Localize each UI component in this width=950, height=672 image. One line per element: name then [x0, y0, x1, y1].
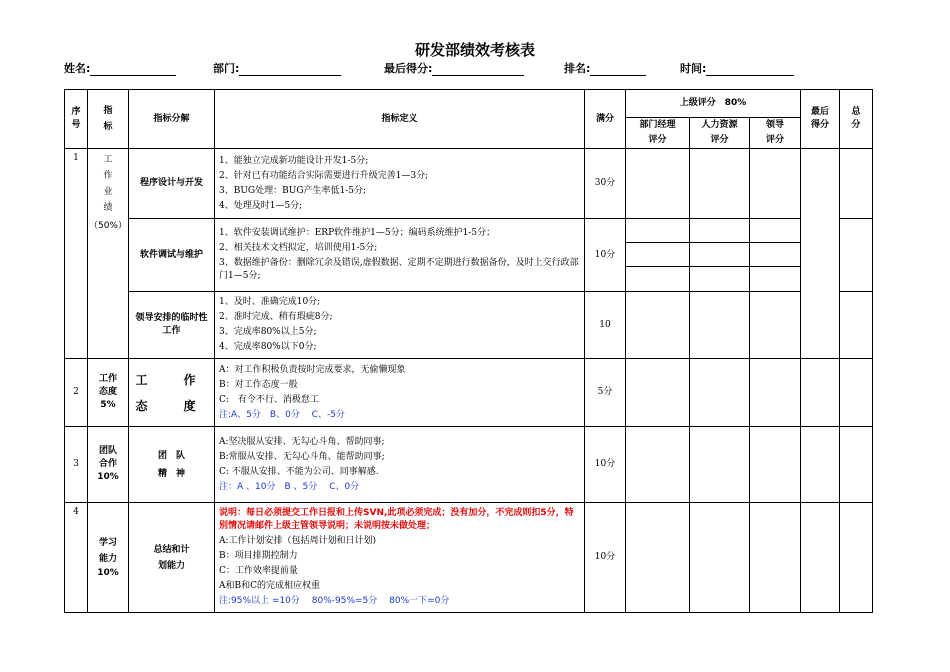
dept-manager-score-cell[interactable]: [626, 503, 690, 613]
indicator-work-performance: 工作业绩 （50%）: [88, 149, 129, 359]
total-score-cell[interactable]: [840, 359, 873, 427]
leader-score-cell[interactable]: [750, 149, 801, 219]
leader-score-cell[interactable]: [750, 503, 801, 613]
table-row: [65, 219, 873, 292]
col-dept-manager: 部门经理评分: [626, 118, 690, 149]
hr-score-cell[interactable]: [690, 359, 750, 427]
final-score-cell[interactable]: [801, 427, 840, 503]
indicator-teamwork: 团队合作 10%: [88, 427, 129, 503]
table-row: [65, 503, 873, 613]
col-seq: 序号: [65, 90, 88, 149]
score-debug-maintenance: 10分: [585, 219, 626, 292]
table-header-row: [65, 90, 873, 118]
indicator-work-attitude: 工作态度 5%: [88, 359, 129, 427]
svn-requirement-note: 说明：每日必须提交工作日报和上传SVN,此项必须完成；没有加分，不完成则扣5分，特别情况请邮件上级主管领导说明；未说明按未做处理；: [219, 508, 574, 531]
breakdown-debug-maintenance: 软件调试与维护: [129, 219, 215, 292]
table-row: [65, 427, 873, 503]
rank-field[interactable]: [564, 60, 646, 76]
col-indicator: 指标: [88, 90, 129, 149]
rank-label: 排名:: [564, 62, 591, 75]
page-title: 研发部绩效考核表: [414, 41, 535, 59]
score-teamwork: 10分: [585, 427, 626, 503]
score-programming: 30分: [585, 149, 626, 219]
leader-score-cell[interactable]: [750, 292, 801, 359]
definition-programming: 1、能独立完成新功能设计开发1-5分; 2、针对已有功能结合实际需要进行升级完善1—3分; 3、BUG处理：BUG产生率低1-5分; 4、处理及时1—5分;: [215, 149, 585, 219]
dept-manager-score-cell[interactable]: [626, 427, 690, 503]
breakdown-planning: 总结和计 划能力: [129, 503, 215, 613]
final-score-cell[interactable]: [801, 149, 840, 359]
breakdown-teamwork: 团 队 精 神: [129, 427, 215, 503]
dept-manager-score-cell[interactable]: [626, 219, 690, 292]
breakdown-programming: 程序设计与开发: [129, 149, 215, 219]
indicator-learning-ability: 学习能力 10%: [88, 503, 129, 613]
table-row: [65, 149, 873, 219]
seq-1: 1: [65, 149, 88, 359]
col-full-score: 满分: [585, 90, 626, 149]
table-row: [65, 292, 873, 359]
time-field[interactable]: [680, 60, 794, 76]
leader-score-cell[interactable]: [750, 219, 801, 292]
col-total: 总分: [840, 90, 873, 149]
leader-score-cell[interactable]: [750, 427, 801, 503]
name-label: 姓名:: [64, 62, 91, 75]
final-score-cell[interactable]: [801, 359, 840, 427]
header-fields: [0, 60, 950, 76]
definition-work-attitude: A：对工作积极负责按时完成要求，无偷懒现象 B：对工作态度一般 C: 有令不行、消极怠工 注:A、5分 B、0分 C、-5分: [215, 359, 585, 427]
table-row: [65, 359, 873, 427]
total-score-cell[interactable]: [840, 292, 873, 359]
score-work-attitude: 5分: [585, 359, 626, 427]
hr-score-cell[interactable]: [690, 149, 750, 219]
dept-manager-score-cell[interactable]: [626, 359, 690, 427]
dept-field[interactable]: [213, 60, 341, 76]
score-temporary-work: 10: [585, 292, 626, 359]
col-definition: 指标定义: [215, 90, 585, 149]
hr-score-cell[interactable]: [690, 427, 750, 503]
definition-planning: 说明：每日必须提交工作日报和上传SVN,此项必须完成；没有加分，不完成则扣5分，特别情况请邮件上级主管领导说明；未说明按未做处理； A:工作计划安排（包括周计划和日计划) B：项目排期控制力 C：工作效率提前量 A和B和C的完成相应权重 注:95%以上 =10分 80%-95%=5分 80%一下=0分: [215, 503, 585, 613]
total-score-cell[interactable]: [840, 427, 873, 503]
definition-teamwork: A:坚决服从安排、无勾心斗角、帮助同事; B:常服从安排、无勾心斗角、能帮助同事; C: 不服从安排、不能为公司、同事解感. 注：A 、10分 B 、5分 C、0分: [215, 427, 585, 503]
definition-temporary-work: 1、及时、准确完成10分; 2、准时完成、稍有瑕疵8分; 3、完成率80%以上5分; 4、完成率80%以下0分;: [215, 292, 585, 359]
seq-2: 2: [65, 359, 88, 427]
final-score-label: 最后得分:: [384, 62, 433, 75]
seq-4: 4: [65, 503, 88, 613]
hr-score-cell[interactable]: [690, 292, 750, 359]
breakdown-work-attitude: 工 作 态 度: [129, 359, 215, 427]
evaluation-table: [64, 89, 873, 613]
definition-debug-maintenance: 1、软件安装调试维护：ERP软件维护1—5分；编码系统维护1-5分； 2、相关技术文档拟定，培训使用1-5分; 3、数据维护备份：删除冗余及错误,虚假数据、定期不定期进行数据备份，及时上交行政部门1—5分;: [215, 219, 585, 292]
col-superior-eval: 上级评分 80%: [626, 90, 801, 118]
breakdown-temporary-work: 领导安排的临时性工作: [129, 292, 215, 359]
name-field[interactable]: [64, 60, 176, 76]
time-label: 时间:: [680, 62, 707, 75]
final-score-field[interactable]: [384, 60, 524, 76]
col-final-score: 最后得分: [801, 90, 840, 149]
final-score-cell[interactable]: [801, 503, 840, 613]
dept-label: 部门:: [213, 62, 240, 75]
col-hr: 人力资源评分: [690, 118, 750, 149]
hr-score-cell[interactable]: [690, 219, 750, 292]
total-score-cell[interactable]: [840, 149, 873, 219]
leader-score-cell[interactable]: [750, 359, 801, 427]
score-planning: 10分: [585, 503, 626, 613]
hr-score-cell[interactable]: [690, 503, 750, 613]
col-breakdown: 指标分解: [129, 90, 215, 149]
total-score-cell[interactable]: [840, 219, 873, 292]
col-leader: 领导评分: [750, 118, 801, 149]
seq-3: 3: [65, 427, 88, 503]
dept-manager-score-cell[interactable]: [626, 149, 690, 219]
dept-manager-score-cell[interactable]: [626, 292, 690, 359]
total-score-cell[interactable]: [840, 503, 873, 613]
